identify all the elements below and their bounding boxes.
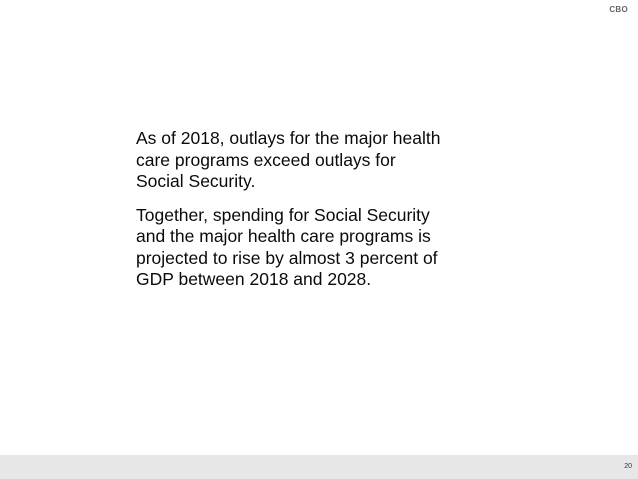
slide-body	[136, 128, 526, 291]
paragraph-line: care programs exceed outlays for	[136, 149, 396, 170]
paragraph-line: Together, spending for Social Security	[136, 204, 430, 225]
paragraph-line: GDP between 2018 and 2028.	[136, 269, 372, 289]
paragraph-projection	[136, 205, 526, 291]
paragraph-line: and the major health care programs is	[136, 226, 431, 246]
footer-bar	[0, 455, 638, 479]
page-number: 20	[624, 463, 632, 470]
paragraph-line: projected to rise by almost 3 percent of	[136, 247, 438, 268]
cbo-logo: CBO	[609, 5, 628, 14]
paragraph-line: As of 2018, outlays for the major health	[136, 128, 441, 148]
paragraph-outlays	[136, 128, 526, 193]
paragraph-line: Social Security.	[136, 171, 256, 191]
